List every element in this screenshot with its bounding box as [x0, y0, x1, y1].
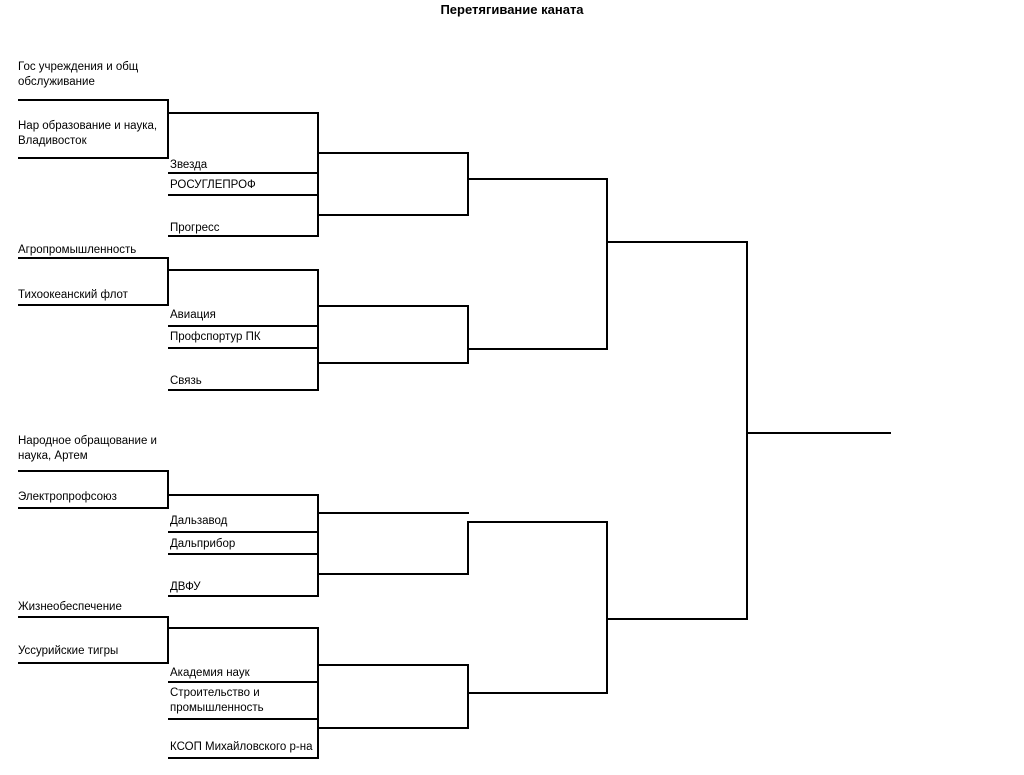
bracket-slot-t19: Строительство и промышленность: [170, 687, 264, 714]
bracket-line: [317, 214, 469, 216]
bracket-slot-t5: Прогресс: [170, 222, 220, 234]
bracket-line: [467, 521, 608, 523]
bracket-line: [467, 152, 469, 216]
bracket-line: [317, 627, 319, 758]
bracket-line: [467, 348, 608, 350]
bracket-line: [467, 692, 608, 694]
bracket-slot-t9: Профспортур ПК: [170, 331, 261, 343]
bracket-slot-t4: РОСУГЛЕПРОФ: [170, 179, 256, 191]
bracket-line: [18, 157, 168, 159]
bracket-slot-t8: Авиация: [170, 309, 216, 321]
bracket-slot-t20: КСОП Михайловского р-на: [170, 741, 313, 753]
bracket-slot-t15: ДВФУ: [170, 581, 201, 593]
bracket-line: [317, 573, 469, 575]
bracket-slot-t18: Академия наук: [170, 667, 250, 679]
bracket-line: [467, 305, 469, 363]
bracket-line: [317, 494, 319, 596]
bracket-line: [167, 494, 319, 496]
bracket-line: [317, 269, 319, 390]
bracket-line: [606, 521, 608, 693]
bracket-line: [317, 727, 469, 729]
bracket-line: [317, 152, 469, 154]
bracket-line: [18, 304, 168, 306]
bracket-line: [467, 664, 469, 728]
bracket-line: [18, 662, 168, 664]
bracket-line: [606, 241, 748, 243]
bracket-slot-t6: Агропромышленность: [18, 244, 137, 256]
bracket-slot-t12: Электропрофсоюз: [18, 491, 117, 503]
bracket-line: [168, 757, 319, 759]
bracket-line: [168, 681, 319, 683]
bracket-line: [467, 178, 608, 180]
bracket-line: [167, 112, 319, 114]
bracket-line: [317, 305, 469, 307]
bracket-line: [317, 664, 469, 666]
bracket-line: [168, 347, 319, 349]
bracket-line: [467, 521, 469, 573]
bracket-line: [168, 235, 319, 237]
bracket-line: [168, 553, 319, 555]
bracket-line: [167, 99, 169, 159]
bracket-slot-t13: Дальзавод: [170, 515, 228, 527]
bracket-slot-t17: Уссурийские тигры: [18, 645, 119, 657]
bracket-line: [168, 325, 319, 327]
bracket-line: [168, 172, 319, 174]
bracket-line: [317, 512, 469, 514]
bracket-line: [317, 112, 319, 237]
bracket-line: [746, 241, 748, 620]
bracket-slot-t2: Нар образование и наука, Владивосток: [18, 120, 158, 147]
bracket-line: [168, 194, 319, 196]
bracket-slot-t3: Звезда: [170, 159, 208, 171]
bracket-line: [167, 616, 169, 664]
bracket-line: [168, 595, 319, 597]
bracket-slot-t7: Тихоокеанский флот: [18, 289, 128, 301]
bracket-line: [18, 470, 168, 472]
bracket-line: [168, 389, 319, 391]
bracket-line: [167, 257, 169, 306]
bracket-line: [168, 531, 319, 533]
bracket-line: [317, 362, 469, 364]
bracket-line: [18, 257, 168, 259]
bracket-line: [18, 507, 168, 509]
bracket-line: [18, 616, 168, 618]
bracket-slot-t16: Жизнеобеспечение: [18, 601, 122, 613]
bracket-line: [167, 470, 169, 509]
bracket-line: [606, 618, 748, 620]
bracket-slot-t10: Связь: [170, 375, 202, 387]
bracket-line: [168, 718, 319, 720]
bracket-slot-t1: Гос учреждения и общ обслуживание: [18, 61, 139, 88]
bracket-slot-t14: Дальприбор: [170, 538, 236, 550]
bracket-final-line: [746, 432, 891, 434]
page-title: Перетягивание каната: [440, 2, 584, 17]
bracket-line: [167, 269, 319, 271]
bracket-line: [18, 99, 168, 101]
bracket-slot-t11: Народное обращование и наука, Артем: [18, 435, 157, 462]
bracket-line: [167, 627, 319, 629]
bracket-line: [606, 178, 608, 350]
